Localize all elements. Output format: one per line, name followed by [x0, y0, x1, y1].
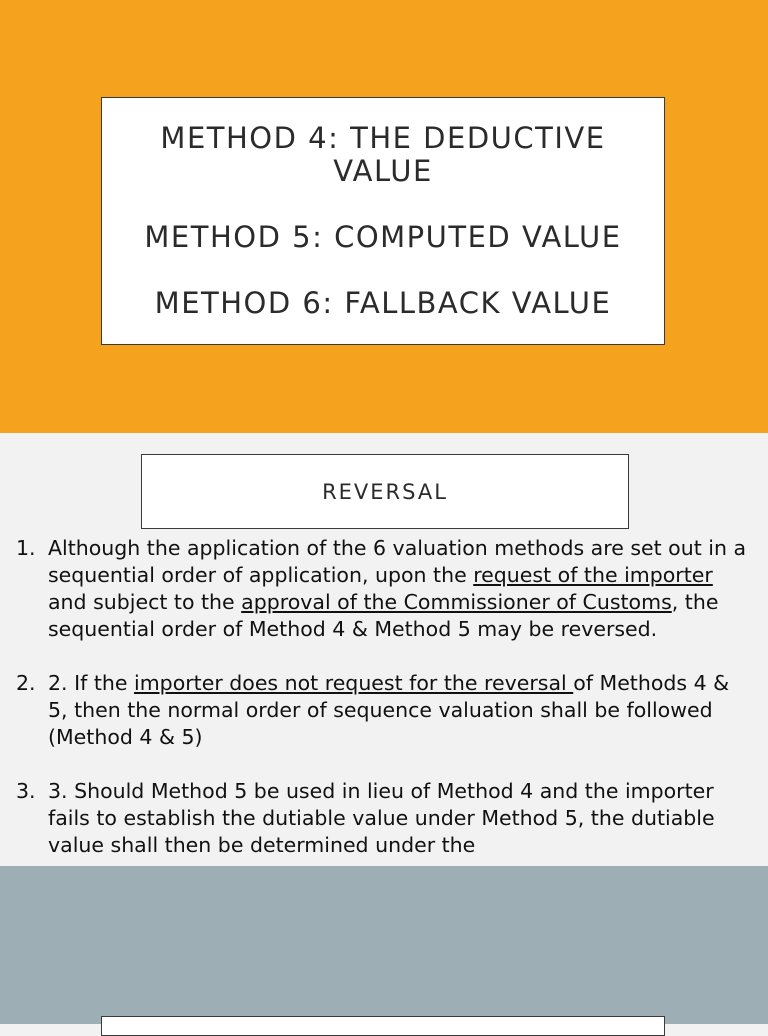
slide-next	[0, 866, 768, 1024]
list-number: 3.	[16, 779, 36, 803]
title-line-method-6: METHOD 6: FALLBACK VALUE	[154, 286, 612, 320]
point-text: Although the application of the 6 valuation methods are set out in a sequential order of application, upon the	[48, 536, 747, 587]
section-heading: REVERSAL	[141, 454, 629, 529]
slide-methods-title	[0, 0, 768, 433]
list-item	[0, 535, 768, 643]
list-number: 2.	[16, 671, 36, 695]
underlined-phrase: approval of the Commissioner of Customs	[241, 590, 672, 614]
point-text: and subject to the	[48, 590, 242, 614]
list-item	[0, 778, 768, 859]
slide-reversal	[0, 433, 768, 866]
list-item	[0, 670, 768, 751]
title-line-method-4: METHOD 4: THE DEDUCTIVE VALUE	[160, 121, 606, 188]
title-box	[101, 97, 665, 345]
point-text: of Methods 4 & 5, then the normal order of sequence valuation shall be followed (Method 4 & 5)	[48, 671, 730, 749]
list-number: 1.	[16, 536, 36, 560]
title-line-method-5: METHOD 5: COMPUTED VALUE	[144, 220, 622, 254]
next-title-box	[101, 1016, 665, 1036]
underlined-phrase: request of the importer	[473, 563, 713, 587]
point-text: , the sequential order of Method 4 & Method 5 may be reversed.	[48, 590, 719, 641]
reversal-points-list	[0, 535, 768, 866]
point-text: 3. Should Method 5 be used in lieu of Method 4 and the importer fails to establish the dutiable value under Method 5, the dutiable value shall then be determined under the	[48, 779, 715, 857]
underlined-phrase: importer does not request for the reversal	[134, 671, 574, 695]
point-text: 2. If the	[48, 671, 135, 695]
